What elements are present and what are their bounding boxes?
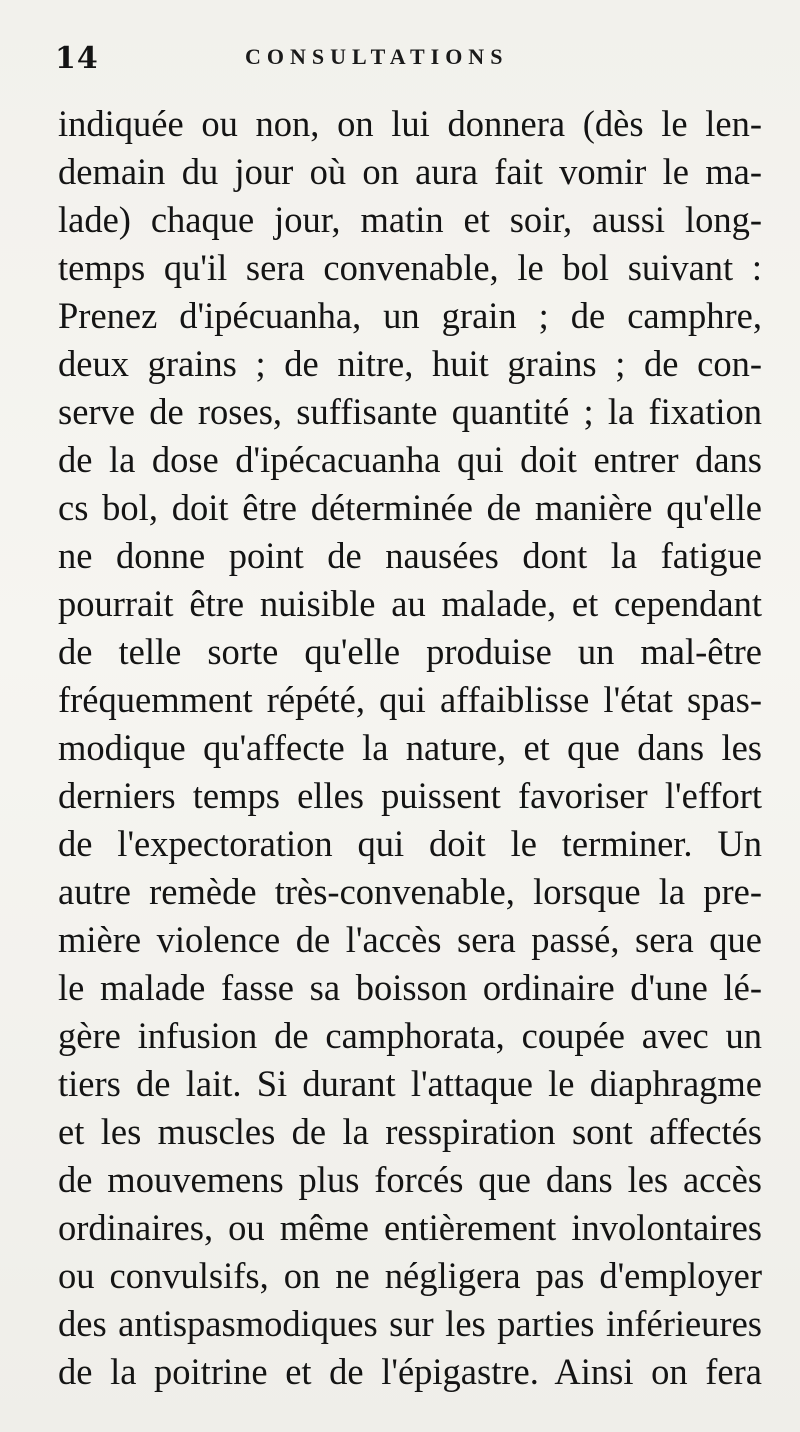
text-line: et les muscles de la resspiration sont affectés: [58, 1111, 762, 1152]
text-line: modique qu'affecte la nature, et que dans les: [58, 727, 762, 768]
text-line: deux grains ; de nitre, huit grains ; de con-: [58, 343, 762, 384]
text-line: le malade fasse sa boisson ordinaire d'une lé-: [58, 967, 762, 1008]
text-line: de telle sorte qu'elle produise un mal-être: [58, 631, 762, 672]
text-line: demain du jour où on aura fait vomir le ma-: [58, 151, 762, 192]
text-line: temps qu'il sera convenable, le bol suivant :: [58, 247, 762, 288]
text-line: indiquée ou non, on lui donnera (dès le len-: [58, 103, 762, 144]
page-header: [55, 38, 740, 78]
text-line: ne donne point de nausées dont la fatigue: [58, 535, 762, 576]
text-line: des antispasmodiques sur les parties inférieures: [58, 1303, 762, 1344]
text-line: cs bol, doit être déterminée de manière qu'elle: [58, 487, 762, 528]
text-line: lade) chaque jour, matin et soir, aussi long-: [58, 199, 762, 240]
text-line: autre remède très-convenable, lorsque la pre-: [58, 871, 762, 912]
text-line: gère infusion de camphorata, coupée avec un: [58, 1015, 762, 1056]
body-text: [58, 100, 762, 1396]
text-line: pourrait être nuisible au malade, et cependant: [58, 583, 762, 624]
text-line: tiers de lait. Si durant l'attaque le diaphragme: [58, 1063, 762, 1104]
text-line: Prenez d'ipécuanha, un grain ; de camphre,: [58, 295, 762, 336]
text-line: serve de roses, suffisante quantité ; la fixation: [58, 391, 762, 432]
text-line: de la poitrine et de l'épigastre. Ainsi on fera: [58, 1351, 762, 1392]
running-head: CONSULTATIONS: [245, 44, 509, 69]
text-line: de mouvemens plus forcés que dans les accès: [58, 1159, 762, 1200]
page-number: 14: [55, 40, 99, 76]
text-line: fréquemment répété, qui affaiblisse l'état spas-: [58, 679, 762, 720]
text-line: mière violence de l'accès sera passé, sera que: [58, 919, 762, 960]
text-line: de la dose d'ipécacuanha qui doit entrer dans: [58, 439, 762, 480]
text-line: derniers temps elles puissent favoriser l'effort: [58, 775, 762, 816]
text-line: ou convulsifs, on ne négligera pas d'employer: [58, 1255, 762, 1296]
text-line: ordinaires, ou même entièrement involontaires: [58, 1207, 762, 1248]
text-line: de l'expectoration qui doit le terminer. Un: [58, 823, 762, 864]
